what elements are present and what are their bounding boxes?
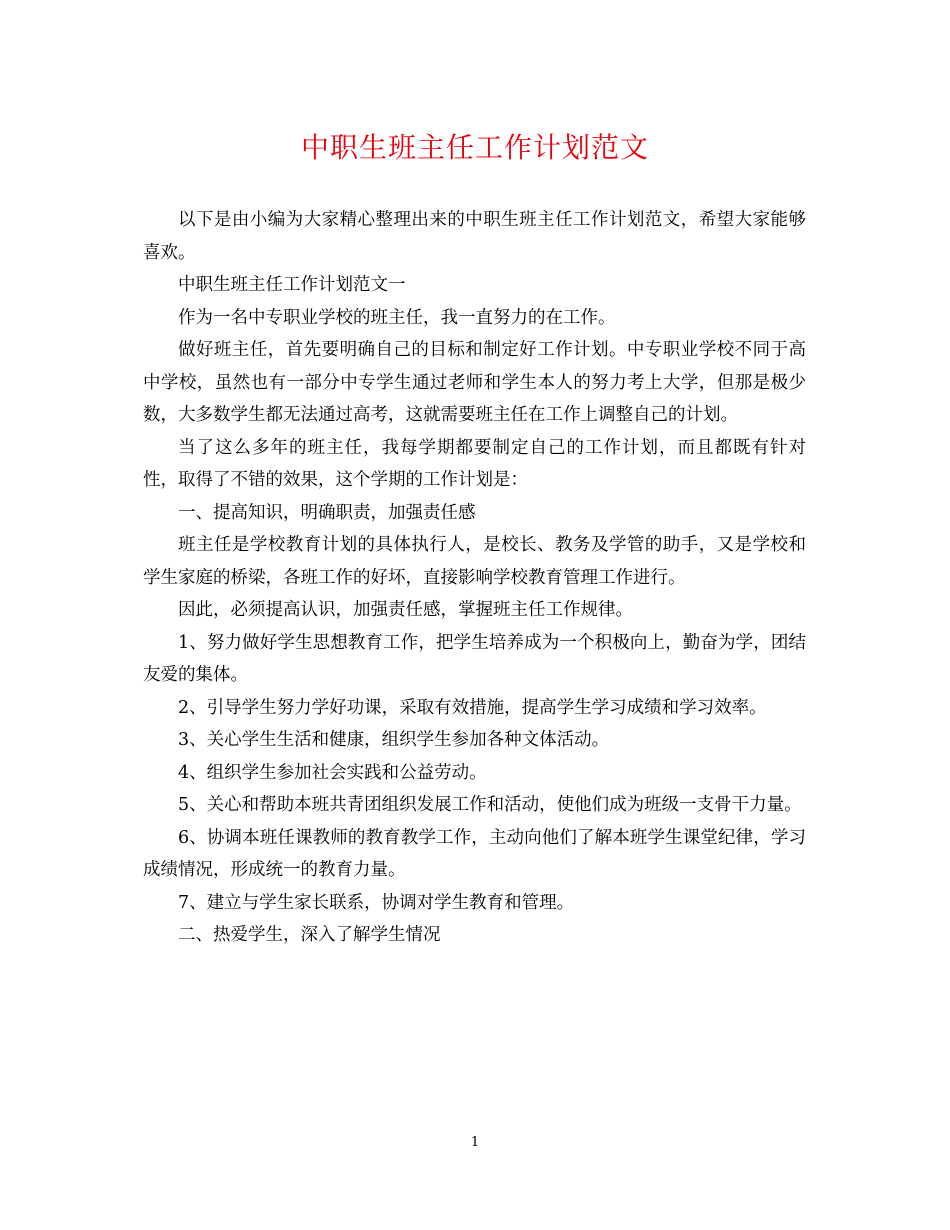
paragraph-intro: 以下是由小编为大家精心整理出来的中职生班主任工作计划范文，希望大家能够喜欢。: [143, 210, 806, 263]
list-item: 2、引导学生努力学好功课，采取有效措施，提高学生学习成绩和学习效率。: [178, 697, 767, 718]
paragraph: 作为一名中专职业学校的班主任，我一直努力的在工作。: [178, 307, 616, 328]
list-item: 3、关心学生生活和健康，组织学生参加各种文体活动。: [178, 730, 610, 750]
list-item: 6、协调本班任课教师的教育教学工作，主动向他们了解本班学生课堂纪律，学习成绩情况，形成统一的教育力量。: [143, 827, 806, 880]
list-item: 4、组织学生参加社会实践和公益劳动。: [178, 762, 487, 783]
page-number: 1: [470, 1135, 480, 1150]
list-item: 7、建立与学生家长联系，协调对学生教育和管理。: [178, 892, 575, 913]
paragraph: 因此，必须提高认识，加强责任感，掌握班主任工作规律。: [178, 600, 633, 620]
paragraph: 做好班主任，首先要明确自己的目标和制定好工作计划。中专职业学校不同于高中学校，虽然也有一部分中专学生通过老师和学生本人的努力考上大学，但那是极少数，大多数学生都无法通过高考，这就需要班主任在工作上调整自己的计划。: [143, 340, 806, 425]
paragraph: 班主任是学校教育计划的具体执行人，是校长、教务及学管的助手，又是学校和学生家庭的桥梁，各班工作的好坏，直接影响学校教育管理工作进行。: [143, 535, 806, 588]
paragraph: 当了这么多年的班主任，我每学期都要制定自己的工作计划，而且都既有针对性，取得了不错的效果，这个学期的工作计划是：: [143, 437, 806, 490]
document-body: [143, 204, 806, 952]
paragraph-section-heading: 中职生班主任工作计划范文一: [178, 275, 406, 295]
paragraph-heading-two: 二、热爱学生，深入了解学生情况: [178, 925, 441, 945]
document-title: 中职生班主任工作计划范文: [300, 131, 649, 164]
list-item: 1、努力做好学生思想教育工作，把学生培养成为一个积极向上，勤奋为学，团结友爱的集体。: [143, 632, 806, 685]
paragraph-heading-one: 一、提高知识，明确职责，加强责任感: [178, 502, 476, 523]
list-item: 5、关心和帮助本班共青团组织发展工作和活动，使他们成为班级一支骨干力量。: [178, 795, 802, 815]
